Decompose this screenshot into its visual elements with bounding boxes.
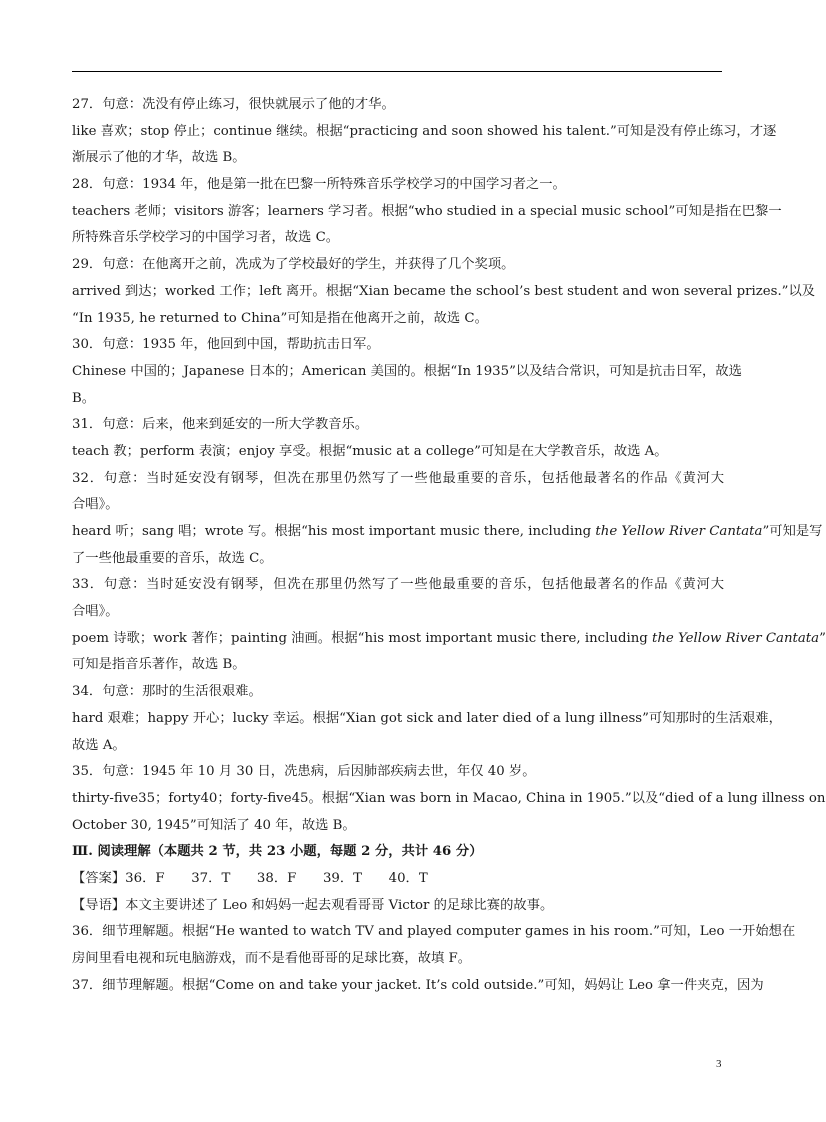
text-line: 36．细节理解题。根据“He wanted to watch TV and played computer games in his room.”可知，Leo 一开始想在	[72, 924, 796, 940]
text-line: 了一些他最重要的音乐，故选 C。	[72, 550, 273, 566]
header-rule	[72, 71, 722, 72]
text-line: teach 教；perform 表演；enjoy 享受。根据“music at a college”可知是在大学教音乐，故选 A。	[72, 443, 668, 459]
text-line: 30．句意：1935 年，他回到中国，帮助抗击日军。	[72, 337, 380, 353]
text-line: 35．句意：1945 年 10 月 30 日，冼患病，后因肺部疾病去世，年仅 40 岁。	[72, 764, 536, 780]
text-line: 31．句意：后来，他来到延安的一所大学教音乐。	[72, 417, 369, 433]
text-line: hard 艰难；happy 开心；lucky 幸运。根据“Xian got sick and later died of a lung illness”可知那时的生活艰难，	[72, 710, 782, 726]
text-line: 32．句意：当时延安没有钢琴，但冼在那里仍然写了一些他最重要的音乐，包括他最著名的作品《黄河大	[72, 470, 724, 486]
text-line: 【导语】本文主要讲述了 Leo 和妈妈一起去观看哥哥 Victor 的足球比赛的故事。	[72, 897, 554, 913]
text-line: 所特殊音乐学校学习的中国学习者，故选 C。	[72, 230, 340, 246]
text-line	[72, 519, 823, 546]
text-line: like 喜欢；stop 停止；continue 继续。根据“practicing and soon showed his talent.”可知是没有停止练习，才逐	[72, 123, 777, 139]
text-line: 37．细节理解题。根据“Come on and take your jacket. It’s cold outside.”可知，妈妈让 Leo 拿一件夹克，因为	[72, 977, 764, 993]
text-line: 27．句意：冼没有停止练习，很快就展示了他的才华。	[72, 97, 395, 112]
text-line: “In 1935, he returned to China”可知是指在他离开之前，故选 C。	[72, 310, 488, 326]
text-line: Ⅲ. 阅读理解（本题共 2 节，共 23 小题，每题 2 分，共计 46 分）	[72, 844, 483, 860]
page-number: 3	[716, 1058, 722, 1070]
text-line: thirty-five35；forty40；forty-five45。根据“Xian was born in Macao, China in 1905.”以及“died of a lung illness on	[72, 790, 826, 806]
text-line: 合唱》。	[72, 497, 119, 513]
text-line: 29．句意：在他离开之前，冼成为了学校最好的学生，并获得了几个奖项。	[72, 257, 515, 273]
text-line: 故选 A。	[72, 737, 126, 753]
text-line: arrived 到达；worked 工作；left 离开。根据“Xian became the school’s best student and won several prizes.”以及	[72, 283, 816, 299]
answer-explanations	[72, 92, 826, 999]
text-line: 渐展示了他的才华，故选 B。	[72, 150, 246, 166]
italic-title: the Yellow River Cantata	[652, 630, 820, 646]
line-text: ”	[819, 630, 826, 646]
text-line: teachers 老师；visitors 游客；learners 学习者。根据“who studied in a special music school”可知是指在巴黎一	[72, 203, 782, 219]
line-text: heard 听；sang 唱；wrote 写。根据“his most important music there, including	[72, 524, 596, 539]
text-line	[72, 626, 826, 653]
line-text: poem 诗歌；work 著作；painting 油画。根据“his most important music there, including	[72, 630, 653, 646]
text-line: 【答案】36．F 37．T 38．F 39．T 40．T	[72, 870, 428, 886]
text-line: 合唱》。	[72, 604, 119, 620]
line-text: ”可知是写	[762, 524, 823, 539]
text-line: B。	[72, 390, 96, 406]
text-line: 可知是指音乐著作，故选 B。	[72, 657, 246, 673]
text-line: October 30, 1945”可知活了 40 年，故选 B。	[72, 817, 356, 833]
text-line: 33．句意：当时延安没有钢琴，但冼在那里仍然写了一些他最重要的音乐，包括他最著名的作品《黄河大	[72, 577, 724, 593]
text-line: 28．句意：1934 年，他是第一批在巴黎一所特殊音乐学校学习的中国学习者之一。	[72, 177, 566, 193]
text-line: 34．句意：那时的生活很艰难。	[72, 684, 262, 700]
text-line: Chinese 中国的；Japanese 日本的；American 美国的。根据“In 1935”以及结合常识，可知是抗击日军，故选	[72, 363, 742, 379]
text-line: 房间里看电视和玩电脑游戏，而不是看他哥哥的足球比赛，故填 F。	[72, 951, 472, 966]
italic-title: the Yellow River Cantata	[595, 524, 763, 539]
